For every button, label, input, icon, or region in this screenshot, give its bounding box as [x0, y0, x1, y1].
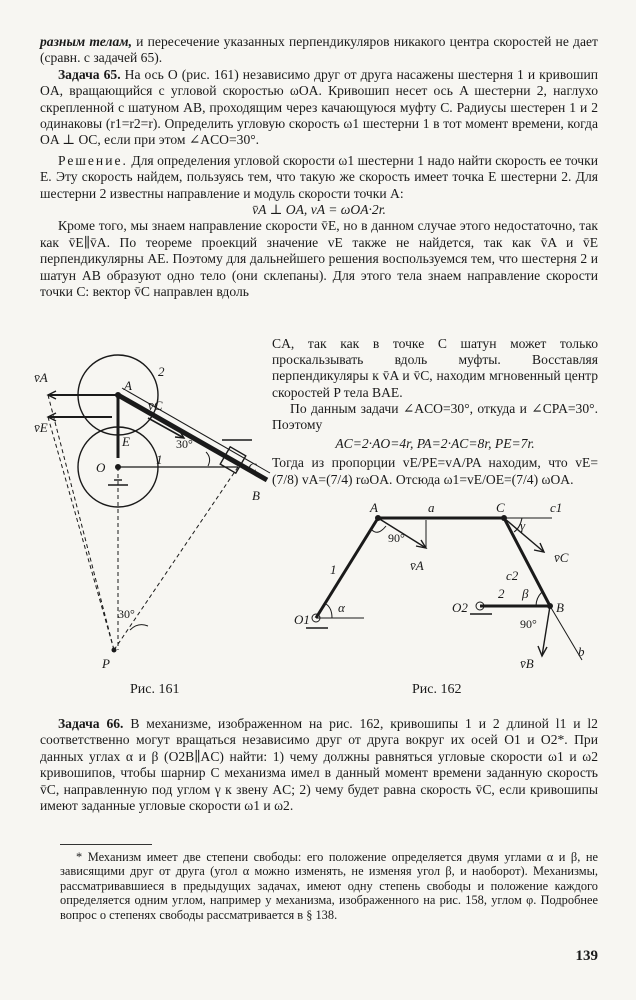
task65-label: Задача 65.: [58, 66, 121, 82]
label-gamma: γ: [520, 518, 526, 533]
solution-paragraph: [40, 153, 598, 202]
label-ve: v̄E: [34, 420, 48, 435]
formula-ac-pa: AC=2·AO=4r, PA=2·AC=8r, PE=7r.: [335, 436, 535, 452]
label-angle-p: 30°: [118, 607, 135, 621]
footnote: [60, 850, 598, 922]
solution-label: Решение.: [58, 152, 128, 168]
label-b-small: b: [578, 644, 585, 659]
label-va162: v̄A: [410, 558, 424, 573]
formula-va: v̄A ⊥ OA, vA = ωOA·2r.: [252, 202, 386, 218]
angle-beta-arc: [536, 592, 542, 606]
label-vc162: v̄C: [554, 550, 569, 565]
caption-fig162: Рис. 162: [412, 682, 462, 697]
angle-alpha-arc: [326, 604, 332, 618]
label-o1: O1: [294, 612, 310, 627]
dashed-cp: [114, 467, 238, 650]
crank-1: [316, 518, 378, 618]
label-vb: v̄B: [520, 656, 534, 671]
task66-label: Задача 66.: [58, 716, 124, 731]
label-90b: 90°: [520, 617, 537, 631]
label-angle-c: 30°: [176, 437, 193, 451]
label-c2: c2: [506, 568, 519, 583]
joint-c: [501, 515, 507, 521]
label-gear2: 2: [158, 364, 165, 379]
label-crank1: 1: [330, 562, 337, 577]
intro-text: и пересечение указанных перпендикуляров никакого центра скоростей не дает (сравн. с задачей 65).: [40, 34, 598, 66]
label-c: C: [248, 460, 257, 475]
top-text-block: [40, 34, 598, 301]
solution-text: Для определения угловой скорости ω1 шестерни 1 надо найти скорость ее точки E. Эту скорость найдем, пользуясь тем, что такую же скорость имеет точка E шестерни 2. Для шестерни 2 известны направление и модуль скорости точки A:: [40, 152, 598, 201]
point-o: [115, 464, 121, 470]
label-alpha: α: [338, 600, 345, 615]
vector-va162-head: [416, 540, 426, 548]
task66-text: В механизме, изображенном на рис. 162, кривошипы 1 и 2 длиной l1 и l2 соответственно могут вращаться независимо друг от друга вокруг их осей O1 и O2*. При данных углах α и β (O2B∥AC) найти: 1) чему должны равняться угловые скорости ω1 и ω2 кривошипов, чтобы шарнир C механизма имел в данный момент времени заданную скорость v̄C, направленную под углом γ к звену AC; 2) чему будет равна скорость v̄C, если кривошипы имеют заданные угловые скорости ω1 и ω2.: [40, 716, 598, 814]
label-beta: β: [522, 586, 529, 601]
label-c162: C: [496, 500, 505, 515]
point-p: [112, 648, 117, 653]
right-col-para1: CA, так как в точке C шатун может только проскальзывать вдоль муфты. Восставляя перпендикуляры к v̄A и v̄C, находим мгновенный центр скоростей P тела BAE.: [272, 336, 598, 400]
task66-paragraph: [40, 716, 598, 814]
label-90a: 90°: [388, 531, 405, 545]
caption-fig161: Рис. 161: [130, 682, 180, 697]
angle-arc-c: [206, 452, 210, 466]
task65-text: На ось O (рис. 161) независимо друг от друга насажены шестерня 1 и кривошип OA, вращающийся с угловой скоростью ωOA. Кривошип несет ось A шестерни 2, наглухо скрепленной с шатуном AB, проходящим через качающуюся муфту C. Радиусы шестерен 1 и 2 одинаковы (r1=r2=r). Определить угловую скорость ω1 шестерни 1 в тот момент времени, когда OA ⊥ OC, если при этом ∠ACO=30°.: [40, 66, 598, 148]
label-vc: v̄C: [148, 398, 163, 413]
figure-161: [30, 340, 280, 670]
label-crank2: 2: [498, 586, 505, 601]
task66-block: [40, 716, 598, 814]
paragraph-ve: Кроме того, мы знаем направление скорости v̄E, но в данном случае этого недостаточно, так как v̄E∥v̄A. По теореме проекций значение vE также не найдется, так как v̄A и v̄E перпендикулярны AE. Поэтому для дальнейшего решения воспользуемся тем, что шестерня 2 и шатун AB образуют одно тело (они склепаны). Для этого тела знаем направление скорости точки C: вектор v̄C направлен вдоль: [40, 218, 598, 300]
right-column-text: [272, 336, 598, 488]
angle-arc-p: [130, 625, 148, 630]
figure-162: [292, 500, 608, 680]
joint-b: [547, 603, 553, 609]
intro-emphasis: разным телам,: [40, 34, 132, 49]
right-col-para2: По данным задачи ∠ACO=30°, откуда и ∠CPA=30°. Поэтому: [272, 400, 598, 433]
label-gear1: 1: [156, 452, 163, 467]
label-a162: A: [370, 500, 378, 515]
label-e: E: [122, 434, 130, 449]
label-a: A: [124, 378, 132, 393]
task65-paragraph: [40, 67, 598, 149]
label-b162: B: [556, 600, 564, 615]
joint-a: [375, 515, 381, 521]
label-c1: c1: [550, 500, 563, 515]
label-va: v̄A: [34, 370, 48, 385]
intro-paragraph: [40, 34, 598, 67]
right-col-para3: Тогда из пропорции vE/PE=vA/PA находим, что vE=(7/8) vA=(7/4) rωOA. Отсюда ω1=vE/OE=(7/4) ωOA.: [272, 455, 598, 487]
page-number: 139: [575, 948, 598, 964]
point-a: [115, 392, 121, 398]
label-o: O: [96, 460, 106, 475]
label-b: B: [252, 488, 260, 503]
label-a-small: a: [428, 500, 435, 515]
label-o2: O2: [452, 600, 468, 615]
footnote-text: * Механизм имеет две степени свободы: его положение определяется двумя углами α и β, не зависящими друг от друга (угол α можно изменять, не изменяя угол β, и наоборот). Механизмы, рассматривавшиеся в предыдущих задачах, имеют одну степень свободы и положение каждого определяется одним углом, например у механизма, изображенного на рис. 158, углом φ. Подробнее вопрос о степенях свободы рассматривается в § 138.: [60, 850, 598, 922]
label-p: P: [102, 656, 110, 670]
footnote-rule: [60, 844, 152, 845]
